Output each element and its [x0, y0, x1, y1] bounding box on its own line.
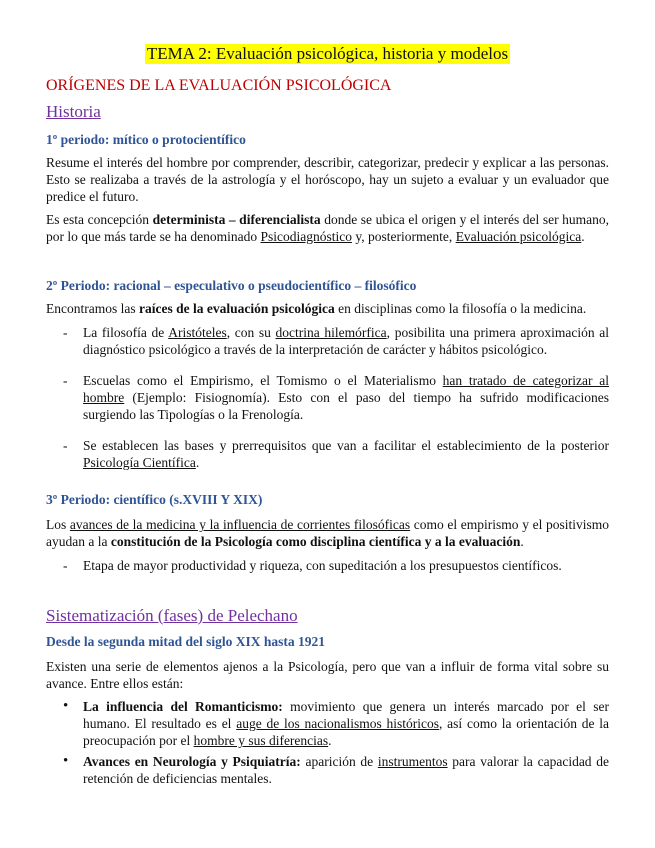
period3-heading: 3º Periodo: científico (s.XVIII Y XIX): [46, 492, 263, 507]
list-bullet: •: [63, 698, 69, 714]
period2-heading: 2º Periodo: racional – especulativo o pseudocientífico – filosófico: [46, 278, 417, 293]
section-heading-origenes: ORÍGENES DE LA EVALUACIÓN PSICOLÓGICA: [46, 77, 392, 94]
period3-item-etapa: Etapa de mayor productividad y riqueza, con supeditación a los presupuestos científicos.: [83, 558, 562, 573]
period2-item-bases: Se establecen las bases y prerrequisitos que van a facilitar el establecimiento de la posterior Psicología Científica.: [83, 438, 609, 470]
period1-heading: 1º periodo: mítico o protocientífico: [46, 132, 246, 147]
list-dash: -: [63, 373, 68, 388]
period2-item-aristoteles: La filosofía de Aristóteles, con su doctrina hilemórfica, posibilita una primera aproximación al diagnóstico psicológico a través de la interpretación de carácter y hábitos psicológico.: [83, 325, 609, 357]
document-title: TEMA 2: Evaluación psicológica, historia y modelos: [146, 44, 509, 63]
period2-item-escuelas: Escuelas como el Empirismo, el Tomismo o el Materialismo han tratado de categorizar al hombre (Ejemplo: Fisiognomía). Esto con el paso del tiempo ha sufrido modificaciones surgiendo las Tipologías o la Frenología.: [83, 373, 609, 422]
list-dash: -: [63, 558, 68, 573]
title-container: [0, 44, 655, 64]
sistematizacion-subheading: Desde la segunda mitad del siglo XIX hasta 1921: [46, 634, 326, 649]
period3-paragraph: Los avances de la medicina y la influencia de corrientes filosóficas como el empirismo y el positivismo ayudan a la constitución de la Psicología como disciplina científica y a la evaluación.: [46, 517, 609, 549]
list-dash: -: [63, 438, 68, 453]
list-bullet: •: [63, 753, 69, 769]
subsection-heading-sistematizacion: Sistematización (fases) de Pelechano: [46, 606, 298, 625]
period1-paragraph1: Resume el interés del hombre por comprender, describir, categorizar, predecir y explicar a las personas. Esto se realizaba a través de la astrología y el horóscopo, hay un sujeto a evaluar y un evaluador que predice el futuro.: [46, 155, 609, 204]
sistematizacion-item-neurologia: Avances en Neurología y Psiquiatría: aparición de instrumentos para valorar la capacidad de retención de deficiencias mentales.: [83, 754, 609, 786]
period1-paragraph2: Es esta concepción determinista – diferencialista donde se ubica el origen y el interés del ser humano, por lo que más tarde se ha denominado Psicodiagnóstico y, posteriormente, Evaluación psicológica.: [46, 212, 609, 244]
period2-intro: Encontramos las raíces de la evaluación psicológica en disciplinas como la filosofía o la medicina.: [46, 301, 587, 316]
sistematizacion-item-romanticismo: La influencia del Romanticismo: movimiento que genera un interés marcado por el ser humano. El resultado es el auge de los nacionalismos históricos, así como la orientación de la preocupación por el hombre y sus diferencias.: [83, 699, 609, 748]
list-dash: -: [63, 325, 68, 340]
sistematizacion-paragraph: Existen una serie de elementos ajenos a la Psicología, pero que van a influir de forma vital sobre su avance. Entre ellos están:: [46, 659, 609, 691]
subsection-heading-historia: Historia: [46, 102, 101, 121]
